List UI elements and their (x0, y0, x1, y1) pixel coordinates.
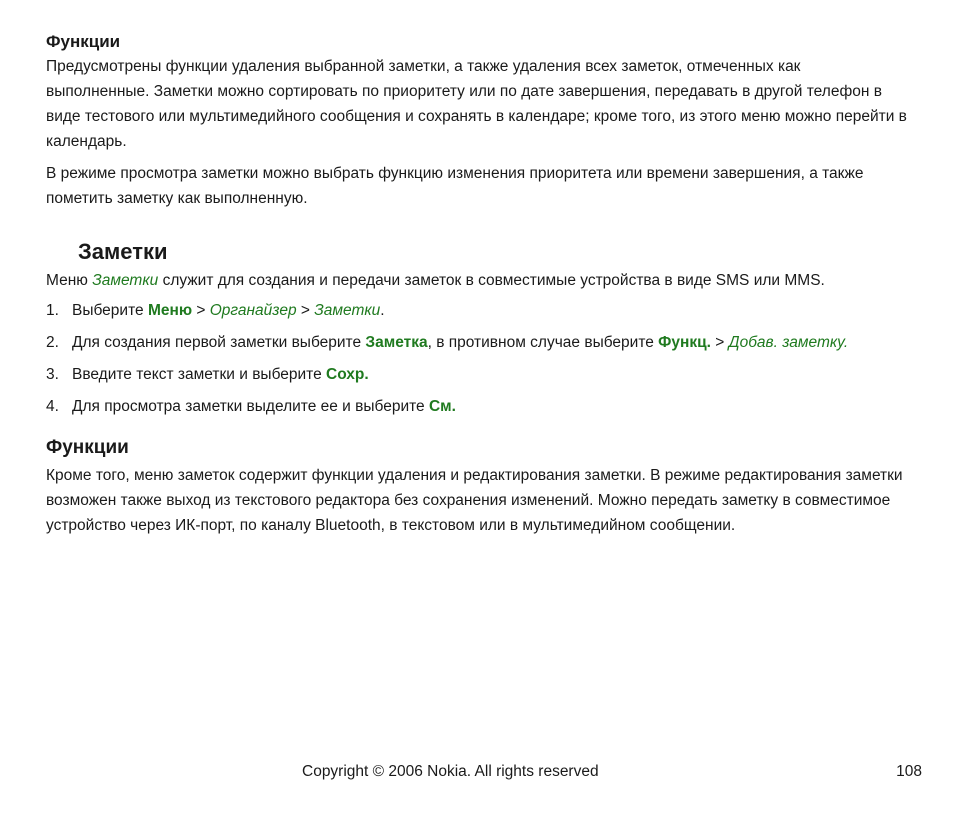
step-end: . (843, 334, 849, 351)
menu-option-organizer: Органайзер (209, 302, 297, 319)
paragraph-functions-3: Кроме того, меню заметок содержит функции удаления и редактирования заметки. В режиме редактирования заметки возможен также выход из текстового редактора без сохранения изменений. Можно передать заметку в совместимое устройство через ИК-порт, по каналу Bluetooth, в текстовом или в мультимедийном сообщении. (46, 467, 903, 534)
menu-option-add-note: Добав. заметку (728, 334, 844, 351)
page-number: 108 (896, 763, 922, 780)
step-text: Выберите (72, 302, 148, 319)
path-separator: > (192, 302, 210, 319)
step-number: 2. (46, 334, 59, 351)
document-page (46, 30, 908, 538)
paragraph-functions-2: В режиме просмотра заметки можно выбрать функцию изменения приоритета или времени завершения, а также пометить заметку как выполненную. (46, 165, 864, 207)
step-text: Для просмотра заметки выделите ее и выберите (72, 398, 429, 415)
step-number: 4. (46, 398, 59, 415)
step-number: 1. (46, 302, 59, 319)
intro-text-pre: Меню (46, 272, 93, 289)
section-heading-notes: Заметки (78, 239, 168, 264)
list-item (46, 331, 908, 355)
paragraph-functions-1: Предусмотрены функции удаления выбранной заметки, а также удаления всех заметок, отмеченных как выполненные. Заметки можно сортировать по приоритету или по дате завершения, передавать в другой телефон в виде тестового или мультимедийного сообщения и сохранять в календаре; кроме того, из этого меню можно перейти в календарь. (46, 58, 907, 150)
list-item (46, 299, 908, 323)
section-heading-functions-1: Функции (46, 32, 121, 51)
paragraph-notes-intro (46, 268, 908, 293)
step-text: , в противном случае выберите (427, 334, 659, 351)
step-number: 3. (46, 366, 59, 383)
step-text: Введите текст заметки и выберите (72, 366, 327, 383)
path-separator: > (296, 302, 315, 319)
section-heading-functions-2: Функции (46, 437, 129, 458)
menu-command: Меню (147, 302, 193, 319)
steps-list (46, 299, 908, 419)
command-note: Заметка (365, 334, 428, 351)
list-item (46, 395, 908, 419)
menu-option-notes: Заметки (314, 302, 381, 319)
step-text: Для создания первой заметки выберите (72, 334, 366, 351)
command-save: Сохр. (326, 366, 369, 383)
command-view: См. (428, 398, 456, 415)
path-separator: > (710, 334, 729, 351)
intro-text-post: служит для создания и передачи заметок в совместимые устройства в виде SMS или MMS. (158, 272, 825, 289)
command-functions: Функц. (658, 334, 711, 351)
page-footer (0, 760, 954, 784)
list-item (46, 363, 908, 387)
step-end: . (380, 302, 385, 319)
copyright-text: Copyright © 2006 Nokia. All rights reserved (302, 763, 599, 780)
notes-menu-link: Заметки (92, 272, 159, 289)
